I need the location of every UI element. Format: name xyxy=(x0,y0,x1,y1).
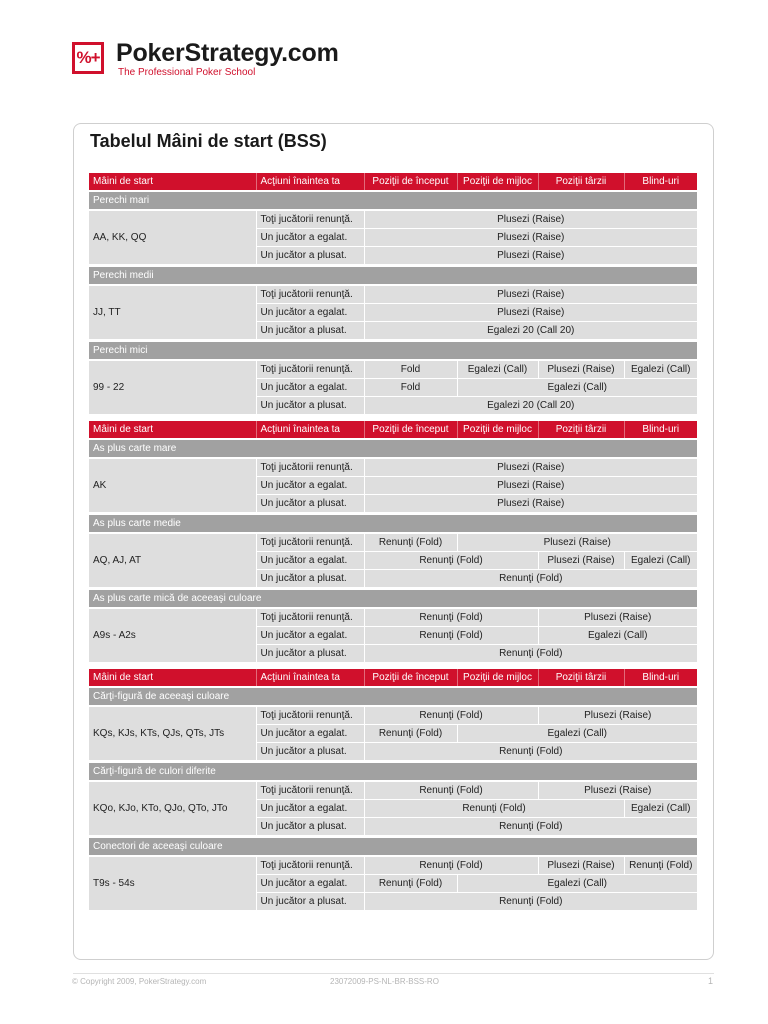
table-row xyxy=(89,361,697,379)
recommendation-cell: Renunţi (Fold) xyxy=(364,743,697,761)
action-label: Toţi jucătorii renunţă. xyxy=(256,459,364,477)
table-row xyxy=(89,534,697,552)
column-header: Poziţii de mijloc xyxy=(457,421,538,438)
recommendation-cell: Plusezi (Raise) xyxy=(538,857,624,875)
column-header: Mâini de start xyxy=(89,669,256,686)
recommendation-cell: Plusezi (Raise) xyxy=(538,782,697,800)
table-row xyxy=(89,857,697,875)
category-row xyxy=(89,515,697,532)
recommendation-cell: Plusezi (Raise) xyxy=(364,459,697,477)
footer-doc-code: 23072009-PS-NL-BR-BSS-RO xyxy=(330,977,439,986)
action-label: Un jucător a egalat. xyxy=(256,627,364,645)
category-row xyxy=(89,440,697,457)
action-label: Toţi jucătorii renunţă. xyxy=(256,707,364,725)
recommendation-cell: Egalezi (Call) xyxy=(538,627,697,645)
hand-label: AK xyxy=(89,459,256,513)
column-header: Poziţii de mijloc xyxy=(457,173,538,190)
recommendation-cell: Fold xyxy=(364,361,457,379)
recommendation-cell: Plusezi (Raise) xyxy=(364,247,697,265)
action-label: Toţi jucătorii renunţă. xyxy=(256,534,364,552)
recommendation-cell: Renunţi (Fold) xyxy=(364,857,538,875)
brand-tagline: The Professional Poker School xyxy=(118,67,256,78)
recommendation-cell: Renunţi (Fold) xyxy=(624,857,697,875)
category-row xyxy=(89,267,697,284)
column-header: Poziţii de mijloc xyxy=(457,669,538,686)
recommendation-cell: Egalezi (Call) xyxy=(457,379,697,397)
footer-page-number: 1 xyxy=(708,976,714,986)
recommendation-cell: Renunţi (Fold) xyxy=(364,893,697,911)
column-header: Poziţii târzii xyxy=(538,421,624,438)
recommendation-cell: Egalezi (Call) xyxy=(624,800,697,818)
hand-label: AQ, AJ, AT xyxy=(89,534,256,588)
action-label: Un jucător a egalat. xyxy=(256,875,364,893)
recommendation-cell: Renunţi (Fold) xyxy=(364,875,457,893)
hand-label: AA, KK, QQ xyxy=(89,211,256,265)
recommendation-cell: Plusezi (Raise) xyxy=(364,286,697,304)
recommendation-cell: Renunţi (Fold) xyxy=(364,570,697,588)
action-label: Un jucător a plusat. xyxy=(256,322,364,340)
header-row xyxy=(89,669,697,686)
hand-label: JJ, TT xyxy=(89,286,256,340)
action-label: Toţi jucătorii renunţă. xyxy=(256,286,364,304)
category-row xyxy=(89,342,697,359)
recommendation-cell: Plusezi (Raise) xyxy=(457,534,697,552)
recommendation-cell: Renunţi (Fold) xyxy=(364,534,457,552)
footer-copyright: © Copyright 2009, PokerStrategy.com xyxy=(72,977,207,986)
recommendation-cell: Egalezi (Call) xyxy=(457,361,538,379)
action-label: Un jucător a plusat. xyxy=(256,645,364,663)
action-label: Un jucător a plusat. xyxy=(256,247,364,265)
action-label: Un jucător a egalat. xyxy=(256,552,364,570)
table-row xyxy=(89,707,697,725)
action-label: Un jucător a plusat. xyxy=(256,743,364,761)
category-label: Cărţi-figură de culori diferite xyxy=(89,763,697,780)
category-label: Perechi mici xyxy=(89,342,697,359)
action-label: Un jucător a plusat. xyxy=(256,495,364,513)
recommendation-cell: Renunţi (Fold) xyxy=(364,800,624,818)
recommendation-cell: Renunţi (Fold) xyxy=(364,645,697,663)
brand-mark-icon: %+ xyxy=(72,42,104,74)
column-header: Blind-uri xyxy=(624,669,697,686)
category-row xyxy=(89,590,697,607)
recommendation-cell: Egalezi 20 (Call 20) xyxy=(364,397,697,415)
recommendation-cell: Fold xyxy=(364,379,457,397)
action-label: Toţi jucătorii renunţă. xyxy=(256,211,364,229)
recommendation-cell: Renunţi (Fold) xyxy=(364,552,538,570)
column-header: Mâini de start xyxy=(89,173,256,190)
column-header: Acţiuni înaintea ta xyxy=(256,421,364,438)
category-label: As plus carte medie xyxy=(89,515,697,532)
recommendation-cell: Renunţi (Fold) xyxy=(364,627,538,645)
action-label: Un jucător a plusat. xyxy=(256,893,364,911)
hand-label: 99 - 22 xyxy=(89,361,256,415)
recommendation-cell: Plusezi (Raise) xyxy=(364,304,697,322)
hand-label: KQs, KJs, KTs, QJs, QTs, JTs xyxy=(89,707,256,761)
action-label: Toţi jucătorii renunţă. xyxy=(256,857,364,875)
recommendation-cell: Plusezi (Raise) xyxy=(538,707,697,725)
recommendation-cell: Plusezi (Raise) xyxy=(364,229,697,247)
action-label: Un jucător a egalat. xyxy=(256,379,364,397)
action-label: Un jucător a egalat. xyxy=(256,800,364,818)
action-label: Toţi jucătorii renunţă. xyxy=(256,361,364,379)
hand-label: A9s - A2s xyxy=(89,609,256,663)
column-header: Poziţii de început xyxy=(364,669,457,686)
column-header: Acţiuni înaintea ta xyxy=(256,173,364,190)
category-label: As plus carte mare xyxy=(89,440,697,457)
recommendation-cell: Egalezi 20 (Call 20) xyxy=(364,322,697,340)
column-header: Poziţii târzii xyxy=(538,173,624,190)
category-label: Perechi mari xyxy=(89,192,697,209)
header-row xyxy=(89,421,697,438)
recommendation-cell: Egalezi (Call) xyxy=(457,875,697,893)
recommendation-cell: Egalezi (Call) xyxy=(457,725,697,743)
category-row xyxy=(89,192,697,209)
action-label: Un jucător a egalat. xyxy=(256,477,364,495)
bss-table xyxy=(89,173,697,911)
table-row xyxy=(89,609,697,627)
recommendation-cell: Plusezi (Raise) xyxy=(538,609,697,627)
recommendation-cell: Renunţi (Fold) xyxy=(364,782,538,800)
recommendation-cell: Egalezi (Call) xyxy=(624,361,697,379)
category-label: Cărţi-figură de aceeaşi culoare xyxy=(89,688,697,705)
column-header: Acţiuni înaintea ta xyxy=(256,669,364,686)
header-row xyxy=(89,173,697,190)
recommendation-cell: Plusezi (Raise) xyxy=(538,361,624,379)
recommendation-cell: Plusezi (Raise) xyxy=(538,552,624,570)
hand-label: T9s - 54s xyxy=(89,857,256,911)
starting-hands-table xyxy=(89,173,697,911)
table-row xyxy=(89,459,697,477)
table-row xyxy=(89,782,697,800)
footer-divider xyxy=(73,973,714,974)
action-label: Un jucător a egalat. xyxy=(256,229,364,247)
category-row xyxy=(89,688,697,705)
column-header: Poziţii de început xyxy=(364,173,457,190)
action-label: Un jucător a plusat. xyxy=(256,818,364,836)
page-title: Tabelul Mâini de start (BSS) xyxy=(90,131,327,151)
hand-label: KQo, KJo, KTo, QJo, QTo, JTo xyxy=(89,782,256,836)
category-label: Conectori de aceeaşi culoare xyxy=(89,838,697,855)
category-label: As plus carte mică de aceeaşi culoare xyxy=(89,590,697,607)
action-label: Toţi jucătorii renunţă. xyxy=(256,609,364,627)
action-label: Un jucător a egalat. xyxy=(256,304,364,322)
action-label: Toţi jucătorii renunţă. xyxy=(256,782,364,800)
category-row xyxy=(89,763,697,780)
recommendation-cell: Renunţi (Fold) xyxy=(364,818,697,836)
recommendation-cell: Plusezi (Raise) xyxy=(364,495,697,513)
action-label: Un jucător a plusat. xyxy=(256,570,364,588)
column-header: Mâini de start xyxy=(89,421,256,438)
column-header: Blind-uri xyxy=(624,173,697,190)
action-label: Un jucător a egalat. xyxy=(256,725,364,743)
table-body xyxy=(89,173,697,911)
column-header: Blind-uri xyxy=(624,421,697,438)
recommendation-cell: Renunţi (Fold) xyxy=(364,609,538,627)
recommendation-cell: Plusezi (Raise) xyxy=(364,211,697,229)
recommendation-cell: Renunţi (Fold) xyxy=(364,707,538,725)
recommendation-cell: Egalezi (Call) xyxy=(624,552,697,570)
column-header: Poziţii de început xyxy=(364,421,457,438)
table-row xyxy=(89,211,697,229)
table-row xyxy=(89,286,697,304)
action-label: Un jucător a plusat. xyxy=(256,397,364,415)
column-header: Poziţii târzii xyxy=(538,669,624,686)
category-label: Perechi medii xyxy=(89,267,697,284)
recommendation-cell: Plusezi (Raise) xyxy=(364,477,697,495)
category-row xyxy=(89,838,697,855)
brand-name: PokerStrategy.com xyxy=(116,39,339,67)
recommendation-cell: Renunţi (Fold) xyxy=(364,725,457,743)
